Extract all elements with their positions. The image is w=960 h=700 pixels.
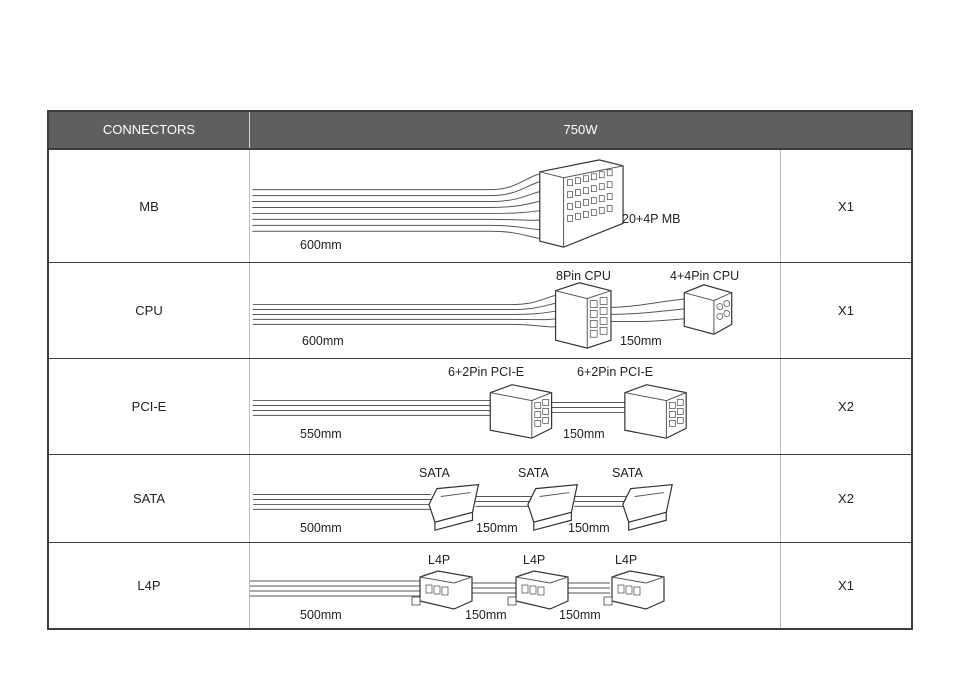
- l4p-extension-length-1-label: 150mm: [465, 608, 507, 622]
- sata-connector-3: [623, 485, 672, 530]
- mb-cable-illustration: [250, 150, 781, 262]
- pcie-connector-2: [625, 385, 686, 438]
- sata-connector-1: [429, 485, 478, 530]
- sata-length-label: 500mm: [300, 521, 342, 535]
- connector-table: [47, 110, 913, 630]
- l4p-extension-length-2-label: 150mm: [559, 608, 601, 622]
- cpu-extension-length-label: 150mm: [620, 334, 662, 348]
- cpu-8pin-connector: [556, 283, 611, 348]
- connector-name: PCI-E: [49, 359, 250, 454]
- sata-extension-length-2-label: 150mm: [568, 521, 610, 535]
- l4p-length-label: 500mm: [300, 608, 342, 622]
- l4p-connector-1-label: L4P: [428, 553, 451, 567]
- mb-cable-wires: [252, 172, 549, 239]
- pcie-cable-illustration: [250, 359, 781, 454]
- pcie-connector-1: [490, 385, 551, 438]
- table-row-mb: [49, 150, 911, 263]
- connector-name: SATA: [49, 455, 250, 542]
- l4p-connector-3: [604, 571, 664, 609]
- connector-qty: X1: [838, 303, 854, 318]
- table-row-pcie: [49, 359, 911, 455]
- cpu-4plus4pin-connector: [684, 285, 732, 334]
- sata-cable-illustration: [250, 455, 781, 542]
- l4p-connector-2: [508, 571, 568, 609]
- cpu-cable-illustration: [250, 263, 781, 358]
- sata-connector-1-label: SATA: [419, 466, 450, 480]
- table-header: [49, 112, 911, 150]
- sata-connector-3-label: SATA: [612, 466, 643, 480]
- connector-qty: X1: [838, 578, 854, 593]
- connector-qty: X1: [838, 198, 854, 214]
- mb-length-label: 600mm: [300, 238, 342, 252]
- sata-connector-2-label: SATA: [518, 466, 549, 480]
- sata-extension-length-1-label: 150mm: [476, 521, 518, 535]
- pcie-cable-wires: [253, 399, 629, 416]
- connector-qty: X2: [838, 491, 854, 506]
- pcie-connector-2-label: 6+2Pin PCI-E: [577, 365, 654, 379]
- cpu-8pin-label: 8Pin CPU: [556, 269, 611, 283]
- table-row-sata: [49, 455, 911, 543]
- l4p-connector-3-label: L4P: [615, 553, 638, 567]
- connector-name: L4P: [49, 543, 250, 628]
- connector-name: CPU: [49, 263, 250, 358]
- pcie-connector-1-label: 6+2Pin PCI-E: [448, 365, 525, 379]
- mb-24pin-connector: [540, 160, 623, 247]
- table-row-cpu: [49, 263, 911, 359]
- l4p-cable-illustration: [250, 543, 781, 628]
- mb-connector-label: 20+4P MB: [622, 212, 681, 226]
- pcie-extension-length-label: 150mm: [563, 427, 605, 441]
- table-row-l4p: [49, 543, 911, 628]
- pcie-length-label: 550mm: [300, 427, 342, 441]
- cpu-cable-wires: [253, 295, 688, 327]
- l4p-connector-1: [412, 571, 472, 609]
- l4p-connector-2-label: L4P: [523, 553, 546, 567]
- connector-name: MB: [49, 150, 250, 262]
- cpu-4plus4pin-label: 4+4Pin CPU: [670, 269, 740, 283]
- header-model: 750W: [563, 122, 598, 137]
- cpu-length-label: 600mm: [302, 334, 344, 348]
- header-connectors: CONNECTORS: [49, 112, 250, 148]
- connector-qty: X2: [838, 399, 854, 414]
